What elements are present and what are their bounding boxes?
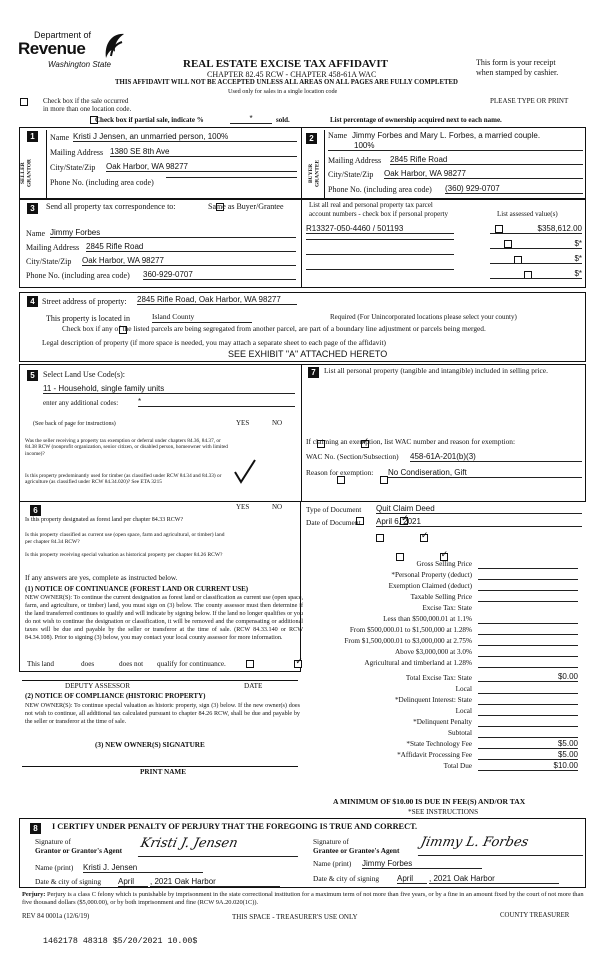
s6-q3: Is this property receiving special valuation as historical property per chapter 84.26 RCW? — [25, 552, 223, 558]
additional-codes-label: enter any additional codes: — [43, 399, 119, 407]
sold-label: sold. — [276, 116, 290, 124]
buyer-address-label: Mailing Address — [328, 156, 382, 165]
this-land-label: This land — [27, 660, 54, 668]
multi-location-label-1: Check box if the sale occurred — [43, 97, 129, 105]
county-required-note: Required (For Unincorporated locations please select your county) — [330, 313, 517, 321]
seller-address-field[interactable]: 1380 SE 8th Ave — [110, 147, 297, 157]
grantee-print-label: Name (print) — [313, 859, 352, 868]
multi-location-label-2: in more than one location code. — [43, 105, 132, 113]
corr-city-field[interactable]: Oak Harbor, WA 98277 — [82, 256, 296, 266]
agency-line2: Revenue — [18, 39, 86, 58]
calc-label-personal: *Personal Property (deduct) — [391, 571, 472, 579]
parcel-account-1[interactable]: R13327-050-4460 / 501193 — [306, 224, 454, 234]
see-back-note: (See back of page for instructions) — [33, 421, 116, 427]
grantor-date-month[interactable]: April — [118, 877, 148, 887]
calc-label-total-state: Total Excise Tax: State — [405, 674, 472, 682]
agency-line3: Washington State — [48, 60, 112, 69]
calc-value-penalty[interactable] — [478, 718, 578, 727]
calc-value-personal[interactable] — [478, 571, 578, 580]
parcel-value-4[interactable]: $* — [490, 269, 582, 279]
s6-yes-header: YES — [236, 503, 250, 511]
agency-line1: Department of — [34, 30, 92, 40]
calc-label-tier4: Above $3,000,000 at 3.0% — [394, 648, 472, 656]
calc-value-total-local[interactable] — [478, 685, 578, 694]
calc-label-agricultural: Agricultural and timberland at 1.28% — [364, 659, 472, 667]
seller-name-label: Name — [50, 133, 70, 142]
doc-date-label: Date of Document — [306, 518, 361, 527]
grantor-print-label: Name (print) — [35, 863, 74, 872]
calc-value-gross[interactable] — [478, 560, 578, 569]
correspondence-divider — [301, 199, 302, 288]
land-does-checkbox[interactable] — [246, 660, 254, 668]
corr-name-label: Name — [26, 229, 46, 238]
personal-property-label: List all personal property (tangible and intangible) included in selling price. — [324, 366, 548, 375]
partial-sale-label: Check box if partial sale, indicate % — [95, 116, 204, 124]
calc-value-agricultural[interactable] — [478, 659, 578, 668]
street-address-label: Street address of property: — [42, 297, 127, 306]
single-location-note: Used only for sales in a single location code — [228, 88, 338, 95]
reason-field[interactable]: No Condiseration, Gift — [388, 468, 582, 478]
calc-value-tier1[interactable] — [478, 615, 578, 624]
receipt-note-2: when stamped by cashier. — [476, 68, 559, 77]
notice-continuance-body: NEW OWNER(S): To continue the current designation as forest land or classification as current use (open space, farm, and agriculture, or timber) land, you must sign on (3) below. The county assessor must then determine if the land transferred continues to qualify and will indicate by signing below. If the land no longer qualifies or you do not wish to continue the designation or classification, it will be removed and the compensating or additional taxes will be due and payable by the seller or transferor at the time of sale. (RCW 84.33.140 or RCW 84.34.108). Prior to signing (3) below, you may contact your local county assessor for more information. — [25, 595, 303, 641]
treasurer-space-label: THIS SPACE - TREASURER'S USE ONLY — [232, 913, 358, 921]
qualify-label: qualify for continuance. — [157, 660, 226, 668]
exemption-label: If claiming an exemption, list WAC number and reason for exemption: — [306, 437, 516, 446]
form-warning: THIS AFFIDAVIT WILL NOT BE ACCEPTED UNLESS ALL AREAS ON ALL PAGES ARE FULLY COMPLETED — [115, 79, 458, 86]
grantee-date-month[interactable]: April — [397, 874, 427, 884]
buyer-name-field-2[interactable]: 100% — [328, 141, 583, 151]
calc-label-penalty: *Delinquent Penalty — [413, 718, 472, 726]
s5-no-header: NO — [272, 419, 283, 427]
calc-value-taxable[interactable] — [478, 593, 578, 602]
form-subtitle: CHAPTER 82.45 RCW - CHAPTER 458-61A WAC — [207, 70, 377, 79]
grantor-sig-label-2: Grantor or Grantor's Agent — [35, 846, 123, 855]
calc-label-excise: Excise Tax: State — [422, 604, 472, 612]
calc-value-tier3[interactable] — [478, 637, 578, 646]
county-select[interactable]: Island County — [152, 313, 252, 323]
grantor-date-field[interactable]: , 2021 Oak Harbor — [150, 877, 280, 887]
legal-description-field[interactable]: SEE EXHIBIT "A" ATTACHED HERETO — [228, 349, 388, 359]
seller-city-field[interactable]: Oak Harbor, WA 98277 — [106, 162, 297, 172]
county-label: This property is located in — [46, 314, 130, 323]
land-does-label: does — [81, 660, 95, 668]
corr-phone-label: Phone No. (including area code) — [26, 271, 130, 280]
parties-divider — [301, 127, 302, 199]
calc-label-tier2: From $500,000.01 to $1,500,000 at 1.28% — [349, 626, 472, 634]
calc-value-processing-fee[interactable]: $5.00 — [478, 750, 578, 760]
parcel-value-2[interactable]: $* — [490, 239, 582, 249]
land-use-code-select[interactable]: 11 - Household, single family units — [43, 384, 295, 394]
parcel-account-2[interactable] — [306, 239, 454, 240]
segregated-label: Check box if any of the listed parcels are being segregated from another parcel, are part of a boundary line adjustment or parcels being merged. — [62, 324, 486, 333]
parcel-value-1[interactable]: $358,612.00 — [490, 224, 582, 234]
calc-value-total-state[interactable]: $0.00 — [478, 672, 578, 682]
section-6-number: 6 — [30, 505, 41, 516]
grantee-date-label: Date & city of signing — [313, 874, 380, 883]
s5-q2: Is this property predominantly used for timber (as classified under RCW 84.34 and 84.33) or agriculture (as classified under RCW 84.34.020)? See ETA 3215 — [25, 473, 222, 486]
section-3-number: 3 — [27, 203, 38, 214]
correspondence-label: Send all property tax correspondence to: — [46, 202, 176, 211]
certify-statement: I CERTIFY UNDER PENALTY OF PERJURY THAT THE FOREGOING IS TRUE AND CORRECT. — [52, 822, 418, 831]
grantor-print-field[interactable]: Kristi J. Jensen — [83, 863, 203, 873]
notice-continuance-title: (1) NOTICE OF CONTINUANCE (FOREST LAND OR CURRENT USE) — [25, 585, 249, 593]
seller-left-rule — [46, 130, 47, 198]
calc-value-subtotal[interactable] — [478, 729, 578, 738]
perjury-notice — [22, 891, 586, 907]
seller-phone-label: Phone No. (including area code) — [50, 178, 154, 187]
list-percent-note: List percentage of ownership acquired next to each name. — [330, 116, 502, 124]
parcel-account-3[interactable] — [306, 254, 454, 255]
agency-logo — [18, 30, 128, 76]
buyer-side-label: BUYER GRANTEE — [308, 159, 321, 187]
treasurer-stamp: 1462178 48318 $5/20/2021 10.00$ — [43, 937, 198, 946]
section-2-number: 2 — [306, 133, 317, 144]
calc-label-tech-fee: *State Technology Fee — [406, 740, 472, 748]
reason-label: Reason for exemption: — [306, 468, 374, 477]
calc-value-tier2[interactable] — [478, 626, 578, 635]
s5-q1: Was the seller receiving a property tax exemption or deferral under chapters 84.36, 84.37, or 84.38 RCW (nonprofit organization, senior citizen, or disabled person, homeowner with limited income)? — [25, 438, 228, 457]
calc-label-interest-state: *Delinquent Interest: State — [394, 696, 472, 704]
section-5-number: 5 — [27, 370, 38, 381]
seller-city-label: City/State/Zip — [50, 163, 96, 172]
seller-address-label: Mailing Address — [50, 148, 104, 157]
legal-description-label: Legal description of property (if more space is needed, you may attach a separate sheet to each page of the affidavit) — [42, 338, 386, 347]
s5-yes-header: YES — [236, 419, 250, 427]
s6-no-header: NO — [272, 503, 283, 511]
land-use-label: Select Land Use Code(s): — [43, 370, 125, 379]
calc-label-interest-local: Local — [455, 707, 472, 715]
calc-value-interest-local[interactable] — [478, 707, 578, 716]
multi-location-checkbox[interactable] — [20, 98, 28, 106]
calc-value-interest-state[interactable] — [478, 696, 578, 705]
section-8-number: 8 — [30, 823, 41, 834]
print-name-label: PRINT NAME — [140, 768, 186, 776]
doc-date-field[interactable]: April 6, 2021 — [376, 517, 582, 527]
form-revision: REV 84 0001a (12/6/19) — [22, 913, 90, 920]
new-owner-signature-title: (3) NEW OWNER(S) SIGNATURE — [95, 741, 205, 749]
wac-field[interactable]: 458-61A-201(b)(3) — [410, 452, 582, 462]
corr-address-field[interactable]: 2845 Rifle Road — [86, 242, 296, 252]
calc-value-exemption[interactable] — [478, 582, 578, 591]
calc-label-exemption: Exemption Claimed (deduct) — [388, 582, 472, 590]
partial-percent-field[interactable]: * — [230, 114, 272, 124]
seller-name-field[interactable]: Kristi J Jensen, an unmarried person, 100% — [73, 132, 297, 142]
grantor-date-label: Date & city of signing — [35, 877, 102, 886]
additional-codes-field[interactable]: * — [138, 397, 295, 407]
notice-compliance-title: (2) NOTICE OF COMPLIANCE (HISTORIC PROPERTY) — [25, 692, 206, 700]
county-treasurer-label: COUNTY TREASURER — [500, 912, 570, 919]
type-or-print: PLEASE TYPE OR PRINT — [490, 97, 569, 105]
calc-label-tier3: From $1,500,000.01 to $3,000,000 at 2.75% — [344, 637, 472, 645]
same-as-buyer-label: Same as Buyer/Grantee — [208, 202, 284, 211]
new-owner-signature-line[interactable] — [22, 766, 298, 767]
calc-label-total-due: Total Due — [443, 762, 472, 770]
handwritten-check-icon — [232, 458, 258, 486]
section-1-number: 1 — [27, 131, 38, 142]
calc-value-tech-fee[interactable]: $5.00 — [478, 739, 578, 749]
section-4-number: 4 — [27, 296, 38, 307]
land-use-divider — [301, 364, 302, 502]
receipt-note-1: This form is your receipt — [476, 58, 556, 67]
perjury-label: Perjury: — [22, 891, 46, 898]
grantee-date-field[interactable]: , 2021 Oak Harbor — [429, 874, 559, 884]
doc-type-select[interactable]: Quit Claim Deed — [376, 504, 582, 514]
corr-phone-field[interactable]: 360-929-0707 — [143, 270, 296, 280]
calc-label-total-local: Local — [455, 685, 472, 693]
calc-label-gross: Gross Selling Price — [416, 560, 472, 568]
grantee-sig-label-1: Signature of — [313, 837, 349, 846]
corr-city-label: City/State/Zip — [26, 257, 72, 266]
buyer-left-rule — [324, 130, 325, 198]
notice-compliance-body: NEW OWNER(S): To continue special valuation as historic property, sign (3) below. If the new owner(s) does not wish to continue, all additional tax calculated pursuant to chapter 84.26 RCW, shall be due and payable by the seller or transferor at the time of sale. — [25, 703, 300, 725]
parcels-header-1: List all real and personal property tax parcel — [309, 201, 433, 209]
s6-q2-yes[interactable] — [376, 534, 384, 542]
minimum-due-note: A MINIMUM OF $10.00 IS DUE IN FEE(S) AND/OR TAX — [333, 797, 526, 806]
form-title: REAL ESTATE EXCISE TAX AFFIDAVIT — [183, 58, 388, 70]
revenue-logo-icon — [102, 30, 126, 60]
buyer-phone-label: Phone No. (including area code) — [328, 185, 432, 194]
corr-name-field[interactable]: Jimmy Forbes — [50, 228, 296, 238]
calc-value-total-due[interactable]: $10.00 — [478, 761, 578, 771]
grantee-signature[interactable]: Jimmy L. Forbes — [418, 836, 587, 856]
seller-side-label: SELLER GRANTOR — [20, 159, 33, 188]
buyer-name-label: Name — [328, 131, 348, 140]
assessor-signature-line[interactable] — [22, 680, 298, 681]
s6-q2-no[interactable] — [420, 534, 428, 542]
parcels-header-2: account numbers - check box if personal property — [309, 210, 448, 218]
grantee-print-field[interactable]: Jimmy Forbes — [362, 859, 482, 869]
street-address-field[interactable]: 2845 Rifle Road, Oak Harbor, WA 98277 — [137, 295, 297, 305]
buyer-name-field[interactable]: Jimmy Forbes and Mary L. Forbes, a married couple. — [352, 131, 541, 140]
s6-q2: Is this property classified as current use (open space, farm and agricultural, or timber) land per chapter 84.34 RCW? — [25, 532, 225, 545]
parcels-header-3: List assessed value(s) — [497, 210, 558, 218]
if-any-yes-note: If any answers are yes, complete as instructed below. — [25, 574, 178, 582]
grantor-sig-label-1: Signature of — [35, 837, 71, 846]
parcel-account-4[interactable] — [306, 269, 454, 270]
s6-q1: Is this property designated as forest land per chapter 84.33 RCW? — [25, 517, 184, 523]
calc-label-processing-fee: *Affidavit Processing Fee — [397, 751, 472, 759]
wac-label: WAC No. (Section/Subsection) — [306, 452, 399, 461]
buyer-city-label: City/State/Zip — [328, 170, 374, 179]
seller-phone-field[interactable] — [166, 177, 297, 178]
buyer-phone-field[interactable]: (360) 929-0707 — [445, 184, 583, 194]
assessor-date-label: DATE — [244, 682, 263, 690]
grantor-signature[interactable]: Kristi J. Jensen — [138, 837, 302, 857]
calc-value-tier4[interactable] — [478, 648, 578, 657]
section-7-number: 7 — [308, 367, 319, 378]
see-instructions-note: *SEE INSTRUCTIONS — [408, 808, 479, 816]
deputy-assessor-label: DEPUTY ASSESSOR — [65, 682, 131, 690]
calc-label-taxable: Taxable Selling Price — [410, 593, 472, 601]
corr-address-label: Mailing Address — [26, 243, 80, 252]
buyer-address-field[interactable]: 2845 Rifle Road — [390, 155, 583, 165]
doc-type-label: Type of Document — [306, 505, 362, 514]
buyer-city-field[interactable]: Oak Harbor, WA 98277 — [384, 169, 583, 179]
parcel-value-3[interactable]: $* — [490, 254, 582, 264]
land-does-not-label: does not — [119, 660, 144, 668]
grantee-sig-label-2: Grantee or Grantee's Agent — [313, 846, 400, 855]
calc-label-tier1: Less than $500,000.01 at 1.1% — [383, 615, 472, 623]
calc-label-subtotal: Subtotal — [448, 729, 472, 737]
perjury-text: Perjury is a class C felony which is punishable by imprisonment in the state correctional institution for a maximum term of not more than five years, or by a fine in an amount fixed by the court of not more than five thousand dollars ($5,000.00), or by both imprisonment and fine (RCW 9A.20.020(1C)). — [22, 891, 584, 906]
